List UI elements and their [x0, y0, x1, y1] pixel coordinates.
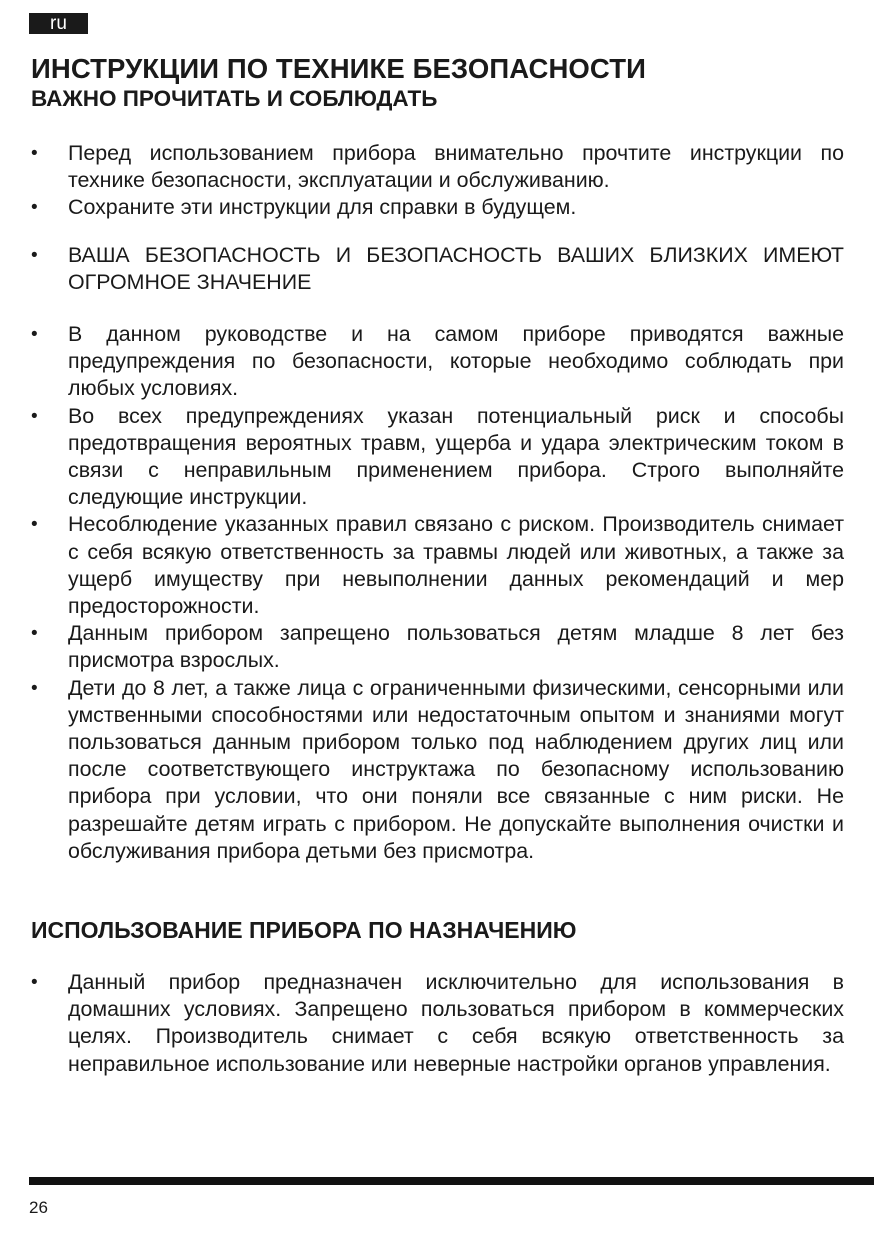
page-number: 26 — [29, 1198, 48, 1217]
list-item: • Во всех предупреждениях указан потенциальный риск и способы предотвращения вероятных травм, ущерба и удара электрическим током в связи с неправильным применением прибора. Строго выполняйте следующие инструкции. — [31, 403, 844, 512]
page-subtitle: ВАЖНО ПРОЧИТАТЬ И СОБЛЮДАТЬ — [31, 86, 438, 111]
list-item: • Сохраните эти инструкции для справки в будущем. — [31, 194, 844, 221]
footer-divider — [29, 1177, 874, 1185]
list-item: • Несоблюдение указанных правил связано с риском. Производитель снимает с себя всякую ответственность за травмы людей или животных, а также за ущерб имуществу при невыполнении данных рекомендаций и мер предосторожности. — [31, 511, 844, 620]
intro-list — [31, 140, 844, 222]
intended-use-list — [31, 969, 844, 1078]
safety-list — [31, 321, 844, 865]
language-tab: ru — [29, 13, 88, 34]
list-item: • Данным прибором запрещено пользоваться детям младше 8 лет без присмотра взрослых. — [31, 620, 844, 674]
list-item: • Данный прибор предназначен исключительно для использования в домашних условиях. Запрещено пользоваться прибором в коммерческих целях. Производитель снимает с себя всякую ответственность за неправильное использование или неверные настройки органов управления. — [31, 969, 844, 1078]
section-heading-intended-use: ИСПОЛЬЗОВАНИЕ ПРИБОРА ПО НАЗНАЧЕНИЮ — [31, 917, 577, 943]
emphasis-list — [31, 242, 844, 296]
list-item: • Дети до 8 лет, а также лица с ограниченными физическими, сенсорными или умственными способностями или недостаточным опытом и знаниями могут пользоваться данным прибором только под наблюдением других лиц или после соответствующего инструктажа по безопасному использованию прибора при условии, что они поняли все связанные с ним риски. Не разрешайте детям играть с прибором. Не допускайте выполнения очистки и обслуживания прибора детьми без присмотра. — [31, 675, 844, 865]
page-title: ИНСТРУКЦИИ ПО ТЕХНИКЕ БЕЗОПАСНОСТИ — [31, 53, 646, 84]
list-item: • ВАША БЕЗОПАСНОСТЬ И БЕЗОПАСНОСТЬ ВАШИХ БЛИЗКИХ ИМЕЮТ ОГРОМНОЕ ЗНАЧЕНИЕ — [31, 242, 844, 296]
list-item: • В данном руководстве и на самом приборе приводятся важные предупреждения по безопасности, которые необходимо соблюдать при любых условиях. — [31, 321, 844, 403]
list-item: • Перед использованием прибора внимательно прочтите инструкции по технике безопасности, эксплуатации и обслуживанию. — [31, 140, 844, 194]
